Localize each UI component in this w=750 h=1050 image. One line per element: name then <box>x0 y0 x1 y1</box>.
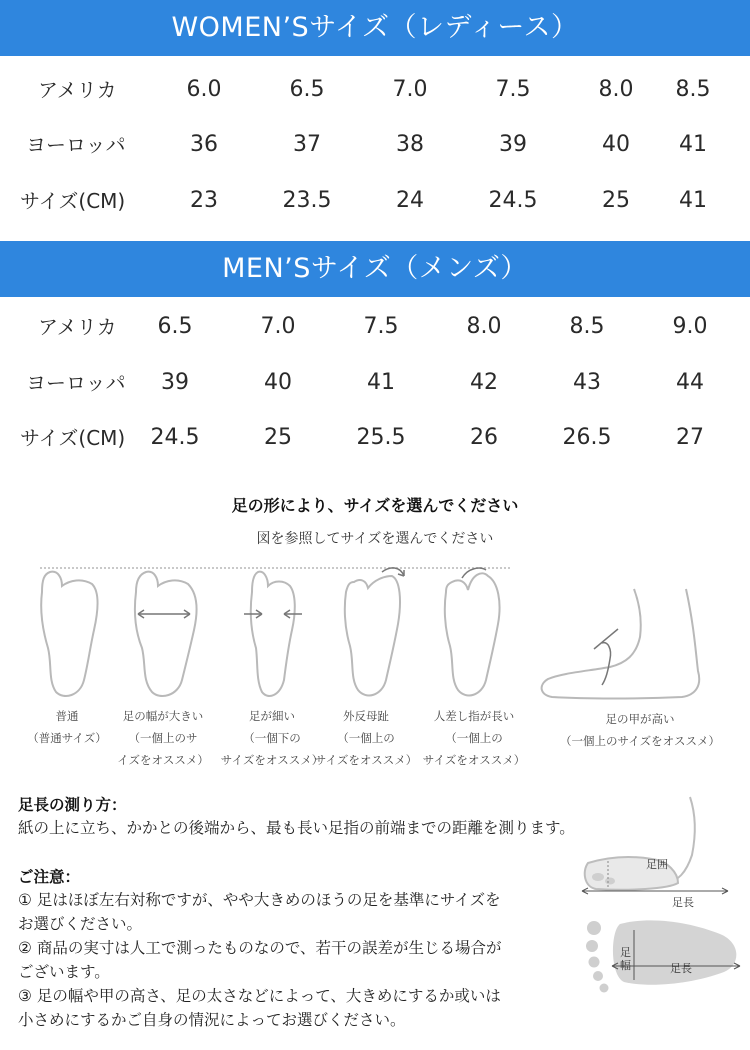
women-size-banner <box>0 0 750 56</box>
caption-line: サイズをオススメ） <box>422 753 526 767</box>
high-instep-foot-icon <box>536 585 746 705</box>
table-cell: 23.5 <box>282 188 332 213</box>
table-cell: 40 <box>602 132 630 157</box>
table-cell: 9.0 <box>672 314 708 339</box>
men-row-eu <box>0 363 750 403</box>
table-cell: 36 <box>190 132 218 157</box>
caption-line: （一個下の <box>243 731 301 745</box>
length-label-2: 足長 <box>670 962 692 975</box>
men-row-us <box>0 307 750 347</box>
table-cell: 42 <box>470 370 498 395</box>
men-row-cm <box>0 418 750 458</box>
row-label: ヨーロッパ <box>26 371 126 395</box>
table-cell: 6.5 <box>157 314 193 339</box>
caption-line: （一個上のサ <box>128 731 198 745</box>
caption-line: （一個上のサイズをオススメ） <box>560 734 720 748</box>
caption-line: 足が細い <box>249 709 295 723</box>
men-size-title: MEN’Sサイズ（メンズ） <box>222 253 528 284</box>
caption-line: 足の甲が高い <box>605 712 675 726</box>
row-label: サイズ(CM) <box>20 426 126 450</box>
foot-side-diagram-icon <box>578 795 738 915</box>
foot-type-caption <box>315 705 417 771</box>
table-cell: 26.5 <box>562 425 612 450</box>
table-cell: 25.5 <box>356 425 406 450</box>
men-size-banner <box>0 241 750 297</box>
table-cell: 6.5 <box>289 77 325 102</box>
note-line: ② 商品の実寸は人工で測ったものなので、若干の誤差が生じる場合が <box>18 939 502 957</box>
caption-line: 外反母趾 <box>343 709 389 723</box>
note-line: ① 足はほぼ左右対称ですが、やや大きめのほうの足を基準にサイズを <box>18 891 501 909</box>
table-cell: 23 <box>190 188 218 213</box>
table-cell: 25 <box>264 425 292 450</box>
width-label-1: 足 <box>620 946 631 959</box>
table-cell: 25 <box>602 188 630 213</box>
caption-line: イズをオススメ） <box>117 753 209 767</box>
table-cell: 24 <box>396 188 424 213</box>
narrow-foot-icon <box>240 568 310 703</box>
table-cell: 40 <box>264 370 292 395</box>
hallux-valgus-foot-icon <box>338 562 412 702</box>
women-row-eu <box>0 125 750 165</box>
foot-sole-diagram-icon <box>580 914 746 994</box>
foot-type-caption <box>423 705 525 771</box>
row-label: サイズ(CM) <box>20 189 126 213</box>
width-label-2: 幅 <box>620 959 631 972</box>
table-cell: 7.5 <box>363 314 399 339</box>
table-cell: 38 <box>396 132 424 157</box>
foot-type-caption <box>221 705 323 771</box>
foot-type-caption <box>117 705 209 771</box>
caption-line: （普通サイズ） <box>27 731 107 745</box>
table-cell: 8.0 <box>598 77 634 102</box>
table-cell: 41 <box>679 132 707 157</box>
caption-line: 人差し指が長い <box>433 709 515 723</box>
table-cell: 43 <box>573 370 601 395</box>
normal-foot-icon <box>36 568 106 703</box>
note-line: ③ 足の幅や甲の高さ、足の太さなどによって、大きめにするか或いは <box>18 987 501 1005</box>
girth-label: 足囲 <box>646 858 668 871</box>
caption-line: サイズをオススメ） <box>220 753 324 767</box>
table-cell: 39 <box>161 370 189 395</box>
women-size-title: WOMEN’Sサイズ（レディース） <box>171 12 579 43</box>
table-cell: 39 <box>499 132 527 157</box>
table-cell: 7.5 <box>495 77 531 102</box>
caption-line: （一個上の <box>337 731 395 745</box>
table-cell: 41 <box>679 188 707 213</box>
row-label: ヨーロッパ <box>26 133 126 157</box>
measure-text: 紙の上に立ち、かかとの後端から、最も長い足指の前端までの距離を測ります。 <box>18 819 575 837</box>
table-cell: 6.0 <box>186 77 222 102</box>
table-cell: 26 <box>470 425 498 450</box>
table-cell: 8.5 <box>675 77 711 102</box>
notes-heading: ご注意： <box>18 868 81 886</box>
caption-line: 足の幅が大きい <box>122 709 204 723</box>
row-label: アメリカ <box>38 78 117 102</box>
table-cell: 27 <box>676 425 704 450</box>
long-second-toe-foot-icon <box>438 564 512 702</box>
table-cell: 24.5 <box>488 188 538 213</box>
table-cell: 7.0 <box>392 77 428 102</box>
note-line: ございます。 <box>18 963 110 981</box>
table-cell: 44 <box>676 370 704 395</box>
foot-type-caption <box>27 705 107 749</box>
women-row-us <box>0 70 750 110</box>
table-cell: 37 <box>293 132 321 157</box>
table-cell: 24.5 <box>150 425 200 450</box>
note-line: お選びください。 <box>18 915 143 933</box>
women-row-cm <box>0 181 750 221</box>
table-cell: 8.5 <box>569 314 605 339</box>
table-cell: 41 <box>367 370 395 395</box>
caption-line: （一個上の <box>445 731 503 745</box>
foot-guide-title: 足の形により、サイズを選んでください <box>231 496 519 515</box>
caption-line: サイズをオススメ） <box>314 753 418 767</box>
caption-line: 普通 <box>55 709 79 723</box>
foot-guide-subtitle: 図を参照してサイズを選んでください <box>256 531 494 547</box>
foot-type-caption <box>560 708 720 752</box>
length-label: 足長 <box>672 896 694 909</box>
row-label: アメリカ <box>38 315 117 339</box>
note-line: 小さめにするかご自身の情況によってお選びください。 <box>18 1011 406 1029</box>
measure-heading: 足長の測り方： <box>18 796 127 814</box>
table-cell: 8.0 <box>466 314 502 339</box>
wide-foot-icon <box>132 568 202 703</box>
table-cell: 7.0 <box>260 314 296 339</box>
